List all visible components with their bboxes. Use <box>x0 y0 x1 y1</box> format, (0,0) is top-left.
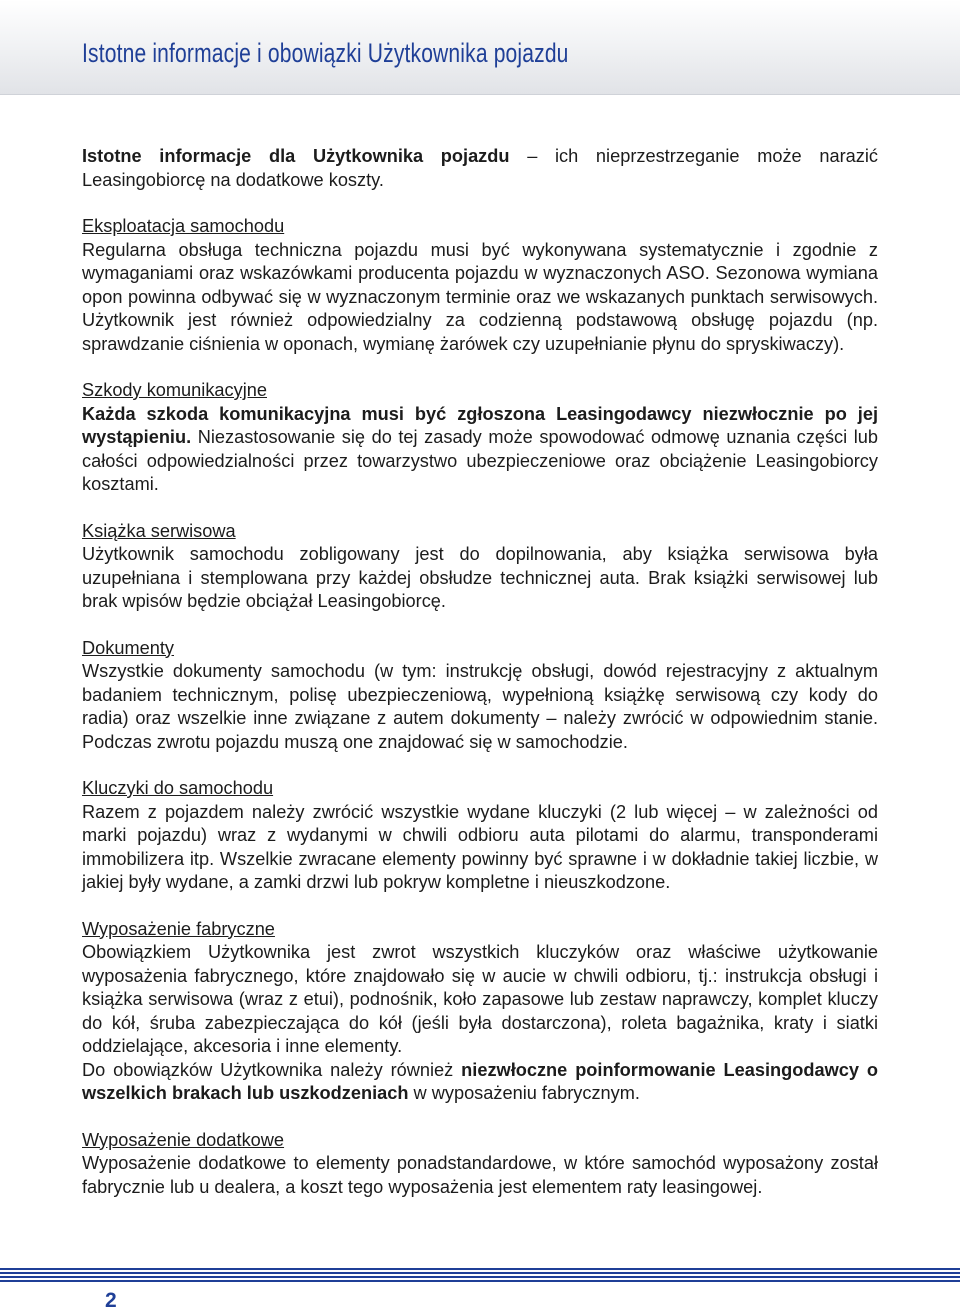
section-text: Do obowiązków Użytkownika należy również <box>82 1059 462 1080</box>
section-body <box>82 403 878 497</box>
intro-paragraph <box>82 145 878 192</box>
section-szkody <box>82 379 878 497</box>
page-title: Istotne informacje i obowiązki Użytkownika pojazdu <box>82 38 569 68</box>
section-body: Regularna obsługa techniczna pojazdu musi być wykonywana systematycznie i zgodnie z wymaganiami oraz wskazówkami producenta pojazdu w wyznaczonych ASO. Sezonowa wymiana opon powinna odbywać się w wyznaczonym terminie oraz we wskazanych punktach serwisowych. Użytkownik jest również odpowiedzialny za codzienną podstawową obsługę pojazdu (np. sprawdzanie ciśnienia w oponach, wymianę żarówek czy uzupełnianie płynu do spryskiwaczy). <box>82 239 878 354</box>
section-body: Obowiązkiem Użytkownika jest zwrot wszystkich kluczyków oraz właściwe użytkowanie wyposażenia fabrycznego, które znajdowało się w aucie w chwili odbioru, tj.: instrukcja obsługi i książka serwisowa (wraz z etui), podnośnik, koło zapasowe lub zestaw naprawczy, komplet kluczy do kół, śruba zabezpieczająca do kół (jeśli była dostarczona), roleta bagażnika, kraty i siatki oddzielające, akcesoria i inne elementy. <box>82 942 878 1056</box>
section-heading: Wyposażenie dodatkowe <box>82 1129 285 1150</box>
section-bold-text: Każda szkoda komunikacyjna musi być zgłoszona Leasingodawcy niezwłocznie po jej wystąpieniu. <box>82 403 878 447</box>
section-body: Wyposażenie dodatkowe to elementy ponadstandardowe, w które samochód wyposażony został fabrycznie lub u dealera, a koszt tego wyposażenia jest elementem raty leasingowej. <box>82 1153 878 1197</box>
section-kluczyki <box>82 777 878 895</box>
intro-bold: Istotne informacje dla Użytkownika pojazdu <box>82 146 510 166</box>
section-text: w wyposażeniu fabrycznym. <box>408 1083 640 1103</box>
section-heading: Szkody komunikacyjne <box>82 380 267 400</box>
page-number: 2 <box>105 1289 117 1312</box>
page-header <box>0 0 960 95</box>
section-heading: Kluczyki do samochodu <box>82 778 274 798</box>
section-bold-text: niezwłoczne poinformowanie Leasingodawcy o wszelkich brakach lub uszkodzeniach <box>82 1059 878 1103</box>
section-heading: Dokumenty <box>82 637 174 658</box>
section-body: Razem z pojazdem należy zwrócić wszystkie wydane kluczyki (2 lub więcej – w zależności od marki pojazdu) wraz z wydanymi w chwili odbioru auta pilotami do alarmu, transponderami immobilizera itp. Wszelkie zwracane elementy powinny być sprawne i w dokładnie takiej liczbie, w jakiej były wydane, a zamki drzwi lub pokryw kompletne i nieuszkodzone. <box>82 801 878 892</box>
section-ksiazka <box>82 520 878 614</box>
section-heading: Eksploatacja samochodu <box>82 216 285 236</box>
section-heading: Książka serwisowa <box>82 520 236 541</box>
section-text: Niezastosowanie się do tej zasady może spowodować odmowę uznania części lub całości odpowiedzialności przez towarzystwo ubezpieczeniowe oraz obciążenie Leasingobiorcy kosztami. <box>82 427 878 494</box>
section-wyposazenie-dodatkowe <box>82 1129 878 1200</box>
section-dokumenty <box>82 637 878 755</box>
section-heading: Wyposażenie fabryczne <box>82 918 275 939</box>
section-eksploatacja <box>82 215 878 356</box>
section-body-2 <box>82 1059 878 1106</box>
footer-stripes <box>0 1268 960 1284</box>
section-wyposazenie-fabryczne <box>82 918 878 1106</box>
document-body <box>82 145 878 1199</box>
intro-text: – ich nieprzestrzeganie może narazić Leasingobiorcę na dodatkowe koszty. <box>82 146 878 190</box>
section-body: Użytkownik samochodu zobligowany jest do dopilnowania, aby książka serwisowa była uzupełniana i stemplowana przy każdej obsłudze technicznej auta. Brak książki serwisowej lub brak wpisów będzie obciążał Leasingobiorcę. <box>82 544 878 611</box>
section-body: Wszystkie dokumenty samochodu (w tym: instrukcję obsługi, dowód rejestracyjny z aktualnym badaniem technicznym, polisę ubezpieczeniową, wypełnioną książkę serwisową czy kody do radia) oraz wszelkie inne związane z autem dokumenty – należy zwrócić w odpowiednim stanie. Podczas zwrotu pojazdu muszą one znajdować się w samochodzie. <box>82 661 878 752</box>
